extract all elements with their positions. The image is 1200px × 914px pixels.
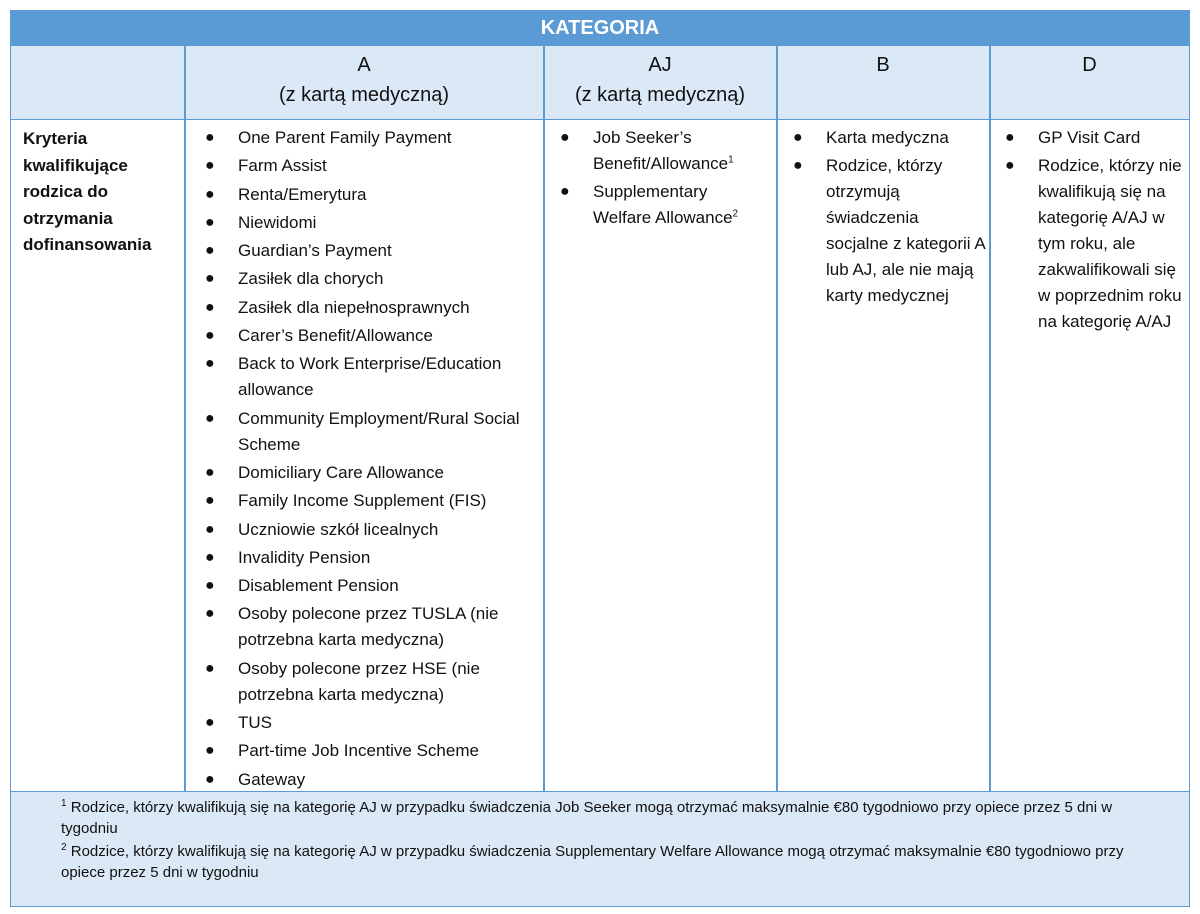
list-item: ● Rodzice, którzy otrzymują świadczenia socjalne z kategorii A lub AJ, ale nie mają karty medycznej bbox=[793, 156, 985, 306]
row-header-line: otrzymania bbox=[23, 208, 113, 228]
column-header-row bbox=[11, 46, 1189, 120]
list-item: ● Rodzice, którzy nie kwalifikują się na kategorię A/AJ w tym roku, ale zakwalifikowali się w poprzednim roku na kategorię A/AJ bbox=[1005, 156, 1182, 332]
footnote-ref: 2 bbox=[732, 208, 739, 220]
list-item: ● Zasiłek dla chorych bbox=[205, 269, 384, 289]
column-code: D bbox=[1082, 54, 1097, 76]
column-code: A bbox=[357, 54, 371, 76]
column-subtitle: (z kartą medyczną) bbox=[574, 84, 746, 106]
row-header-line: rodzica do bbox=[23, 182, 109, 202]
list-item: ● Invalidity Pension bbox=[205, 547, 371, 567]
column-d-list bbox=[1001, 125, 1189, 338]
criteria-row bbox=[11, 120, 1189, 791]
list-item: ● GP Visit Card bbox=[1005, 128, 1141, 147]
row-header-line: Kryteria bbox=[23, 129, 88, 148]
list-item: ● Job Seeker’s Benefit/Allowance$^1$ bbox=[560, 128, 734, 173]
column-b-list bbox=[789, 125, 985, 312]
list-item: ● Community Employment/Rural Social Scheme bbox=[205, 408, 520, 454]
list-item: ● Guardian’s Payment bbox=[205, 241, 392, 261]
footnote-ref: 1 bbox=[728, 154, 734, 166]
list-item: ● Disablement Pension bbox=[205, 576, 399, 596]
footnote: $^1$ Rodzice, którzy kwalifikują się na kategorię AJ w przypadku świadczenia Job Seeker mogą otrzymać maksymalnie €80 tygodniowo przy opiece przez 5 dni w tygodniu bbox=[61, 798, 1113, 837]
list-item: ● Niewidomi bbox=[205, 212, 317, 232]
column-code: AJ bbox=[648, 54, 672, 76]
list-item: ● Renta/Emerytura bbox=[205, 184, 367, 204]
footnotes bbox=[11, 791, 1189, 906]
list-item: ● Family Income Supplement (FIS) bbox=[205, 491, 487, 511]
column-header-d bbox=[990, 46, 1189, 118]
list-item: ● Back to Work Enterprise/Education allowance bbox=[205, 354, 502, 400]
column-header-b bbox=[777, 46, 989, 118]
list-item: ● TUS bbox=[205, 713, 272, 733]
column-header-a bbox=[185, 46, 543, 118]
list-item: ● Domiciliary Care Allowance bbox=[205, 462, 444, 482]
column-code: B bbox=[876, 54, 890, 76]
list-item: ● Osoby polecone przez HSE (nie potrzebna karta medyczna) bbox=[205, 658, 480, 704]
list-item: ● Part-time Job Incentive Scheme bbox=[205, 741, 479, 761]
list-item: ● Carer’s Benefit/Allowance bbox=[205, 326, 433, 346]
list-item: ● Zasiłek dla niepełnosprawnych bbox=[205, 297, 470, 317]
criteria-table bbox=[10, 10, 1190, 907]
row-header-line: dofinansowania bbox=[23, 235, 152, 255]
row-header bbox=[23, 126, 183, 259]
column-subtitle: (z kartą medyczną) bbox=[278, 84, 450, 106]
row-header-line: kwalifikujące bbox=[23, 155, 128, 175]
list-item: ● Gateway bbox=[205, 769, 306, 789]
list-item: ● Osoby polecone przez TUSLA (nie potrzebna karta medyczna) bbox=[205, 604, 499, 650]
list-item: ● Supplementary Welfare Allowance$^2$ bbox=[560, 182, 739, 228]
list-item: ● Farm Assist bbox=[205, 156, 327, 176]
column-header-aj bbox=[544, 46, 776, 118]
table-title: KATEGORIA bbox=[11, 11, 1189, 46]
list-item: ● One Parent Family Payment bbox=[205, 128, 452, 147]
list-item: ● Karta medyczna bbox=[793, 128, 949, 147]
footnote: $^2$ Rodzice, którzy kwalifikują się na kategorię AJ w przypadku świadczenia Supplementary Welfare Allowance mogą otrzymać maksymalnie €80 tygodniowo przy opiece przez 5 dni w tygodniu bbox=[61, 842, 1124, 881]
column-a-list bbox=[201, 125, 539, 795]
column-aj-list bbox=[556, 125, 768, 234]
list-item: ● Uczniowie szkół licealnych bbox=[205, 519, 439, 539]
